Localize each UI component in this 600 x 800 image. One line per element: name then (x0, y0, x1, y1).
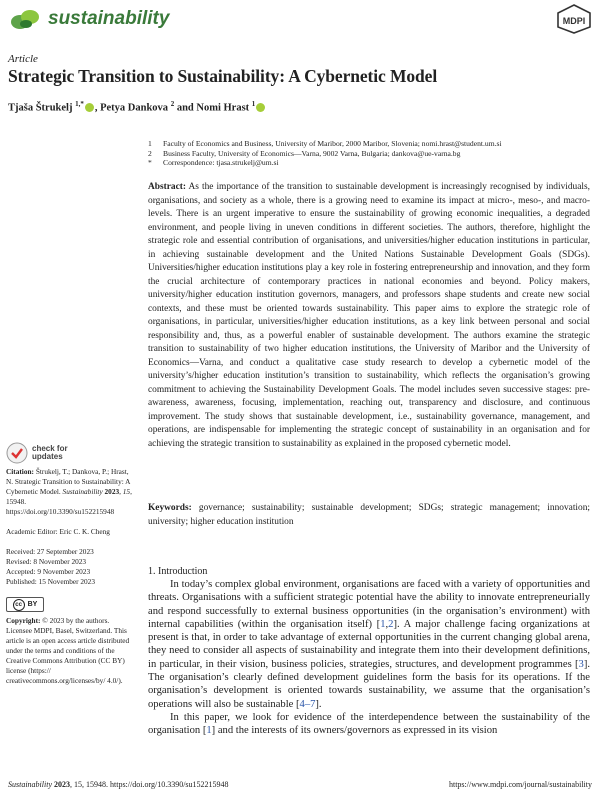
citation-doi-link[interactable]: https://doi.org/10.3390/su152215948 (6, 507, 115, 516)
keywords (148, 502, 590, 529)
author-list (8, 100, 266, 114)
footer-journal: Sustainability (8, 780, 52, 789)
intro-paragraph (148, 578, 590, 711)
abstract-label: Abstract: (148, 182, 187, 192)
correspondence-text: Correspondence: tjasa.strukelj@um.si (163, 158, 279, 168)
section-heading: 1. Introduction (148, 566, 208, 577)
citation-pages: , 15948. (6, 487, 132, 506)
intro-text: ]. (315, 698, 322, 710)
intro-paragraph (148, 711, 590, 738)
author-separator: and (176, 102, 194, 114)
affiliation-number: 1 (148, 139, 152, 148)
intro-text: ]. A major challenge facing organizations at present is that, in order to take advantage of external opportunities in the current changing global arena, they need to consider all aspects of sustainability and integrate them into their development definitions, in particular, in their vision, business policies, strategies, structures, and development programmes [ (148, 618, 591, 670)
author-affil-sup: 2 (170, 100, 175, 108)
citation-year: 2023 (104, 487, 120, 496)
author-affil-sup: 1 (251, 100, 256, 108)
footer-year: 2023 (54, 780, 70, 789)
article-type: Article (8, 53, 38, 65)
reference-link[interactable]: 1 (380, 618, 386, 630)
citation-block: Citation: Štrukelj, T.; Dankova, P.; Hrast, N. Strategic Transition to Sustainability: A Cybernetic Model. Sustainability 2023, 15, 15948. https://doi.org/10.3390/su152215948 (6, 467, 132, 516)
intro-text: ] and the interests of its owners/governors as expressed in its vision (211, 725, 498, 737)
cc-license-badge[interactable] (6, 597, 44, 612)
affiliations (148, 139, 588, 168)
sidebar (6, 442, 136, 686)
article-title: Strategic Transition to Sustainability: A Cybernetic Model (8, 66, 438, 86)
affiliation-number: * (148, 158, 152, 168)
cc-icon: cc (13, 599, 25, 611)
academic-editor: Academic Editor: Eric C. K. Cheng (6, 527, 110, 536)
keywords-text: governance; sustainability; sustainable development; SDGs; strategic management; innovation; university; higher education institution (148, 503, 591, 527)
date-published: Published: 15 November 2023 (6, 577, 95, 586)
copyright-block (6, 616, 136, 686)
journal-logo-icon (6, 6, 46, 32)
intro-text: In today’s complex global environment, organisations are faced with a variety of opportunities and threats. Organisations with a sufficient strategic potential have the ability to innovate entrepreneurially and respond successfully to external business opportunities (in the organisation’s environment) with internal capabilities (within the organisation itself) [ (148, 579, 590, 630)
citation-text: Štrukelj, T.; Dankova, P.; Hrast, N. Strategic Transition to Sustainability: A Cybernetic Model. (6, 467, 131, 496)
reference-link[interactable]: 3 (578, 658, 584, 670)
author-name[interactable]: Nomi Hrast (196, 102, 250, 114)
orcid-icon[interactable] (256, 103, 265, 112)
journal-name[interactable]: sustainability (48, 8, 170, 29)
publisher-name: MDPI (562, 16, 586, 26)
affiliation-number: 2 (148, 148, 152, 158)
reference-link[interactable]: 4–7 (299, 698, 316, 710)
intro-text: , (385, 618, 389, 630)
reference-link[interactable]: 2 (388, 618, 394, 630)
affiliation-text: Business Faculty, University of Economics—Varna, 9002 Varna, Bulgaria; dankova@ue-varna.bg (163, 148, 461, 158)
footer-citation (8, 780, 229, 789)
citation-volume: 15 (122, 487, 131, 496)
footer-doi-link[interactable]: https://doi.org/10.3390/su152215948 (110, 780, 229, 789)
copyright-label: Copyright: (6, 616, 41, 625)
abstract-text: As the importance of the transition to sustainable development is increasingly recognised by individuals, organisations, and society as a whole, there is a growing need to examine its impact at micro-, meso-, and macro-levels. There is an urgent imperative to ensure the sustainability of growing economic inequalities, a degraded environment, and people living in uneven conditions in different societies. The authors, therefore, highlight the strategic role and essential contribution of organisations, and universities/higher education institutions in particular, in achieving sustainable development and the United Nations Sustainable Development Goals (SDGs). Universities/higher education institutions play a key role in fostering entrepreneurship and innovation, and they form the crucial architecture of contemporary practices in national economies and beyond. Policy makers, university/higher education institution governors, managers, and professors shape students and create new social contexts, and these must be oriented towards sustainability. This paper aims to explore the strategic role of organisations, in particular, universities/higher education institutions, as a key link between personal and social responsibility and, thus, as a powerful enabler of sustainable development. The authors examine the strategic transition to sustainability of two higher education institutions, the University of Maribor and the University of Economics—Varna, and conduct a qualitative case study research to develop a cybernetic model of the university’s/higher education institution’s transition to sustainability, which reflects the organisation’s growing commitment to achieving the Sustainability Development Goals. The model includes seven successive stages: pre-awareness, awareness, focusing, implementation, reaching out, transparency and disclosure, and continuous improvement. The study shows that sustainable development, i.e., sustainability governance, management, and operations, are indispensable for implementing the strategic concept of sustainability in an organisation and for achieving the strategic transition to sustainability as explained in the proposed cybernetic model. (148, 182, 590, 449)
orcid-icon[interactable] (85, 103, 94, 112)
mdpi-logo-icon[interactable] (556, 4, 592, 34)
intro-text: ]. The organisation’s clearly defined development guidelines form the basis for its operations. If the organisation’s development is oriented towards sustainability, we assume that the organisation’s operations will also be sustainable [ (148, 658, 590, 710)
affiliation-row (148, 139, 588, 149)
date-accepted: Accepted: 9 November 2023 (6, 567, 91, 576)
cc-by-label: BY (27, 600, 38, 608)
footer-journal-url[interactable]: https://www.mdpi.com/journal/sustainability (448, 780, 592, 789)
author-name[interactable]: Tjaša Štrukelj (8, 102, 73, 114)
author-affil-sup: 1,* (75, 100, 84, 108)
date-revised: Revised: 8 November 2023 (6, 557, 87, 566)
footer-vol-pages: , 15, 15948. (70, 780, 108, 789)
citation-label: Citation: (6, 467, 34, 476)
affiliation-row (148, 149, 588, 159)
introduction-body (148, 578, 590, 738)
check-for-updates-button[interactable] (6, 442, 136, 464)
check-updates-line2: updates (32, 452, 63, 461)
reference-link[interactable]: 1 (206, 725, 212, 737)
page-footer (8, 780, 592, 789)
affiliation-text: Faculty of Economics and Business, University of Maribor, 2000 Maribor, Slovenia; nomi.hrast@student.um.si (163, 139, 502, 148)
check-updates-icon (6, 442, 28, 464)
abstract (148, 181, 590, 497)
copyright-text: © 2023 by the authors. Licensee MDPI, Basel, Switzerland. This article is an open access article distributed under the terms and conditions of the Creative Commons Attribution (CC BY) license (https:// creativecommons.org/licenses/by/ 4.0/). (6, 616, 130, 685)
citation-journal: Sustainability (62, 487, 103, 496)
author-name[interactable]: Petya Dankova (100, 102, 169, 114)
dates-block (6, 547, 136, 587)
affiliation-row (148, 158, 588, 168)
date-received: Received: 27 September 2023 (6, 547, 94, 556)
check-updates-line1: check for (32, 443, 68, 453)
intro-text: In this paper, we look for evidence of the interdependence between the sustainability of the organisation [ (148, 711, 590, 737)
keywords-label: Keywords: (148, 503, 192, 513)
author-separator: , (94, 102, 98, 114)
